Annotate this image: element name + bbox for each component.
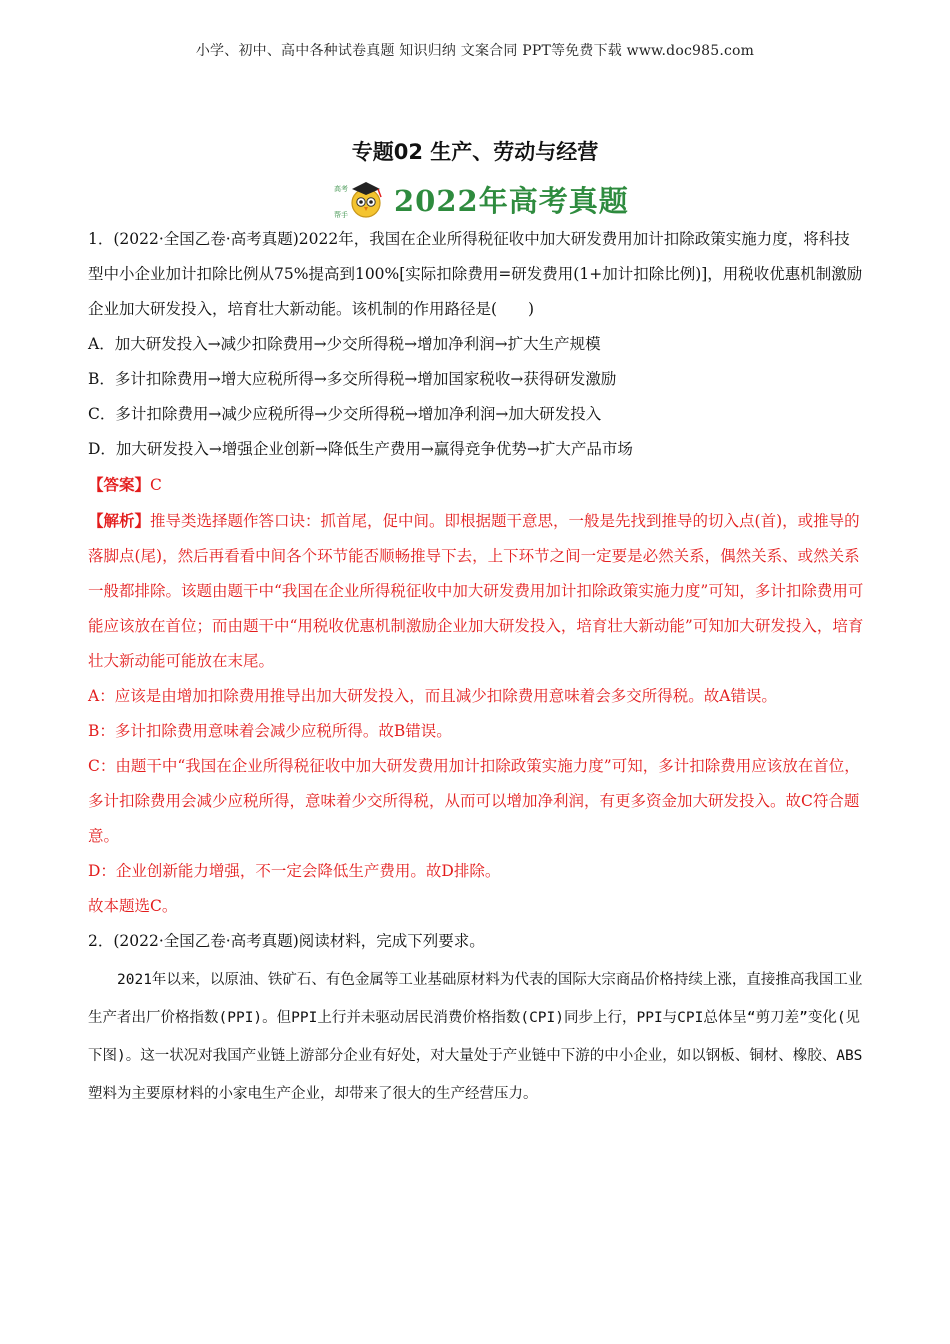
conclusion: 故本题选C。 [88, 897, 178, 915]
analysis-text: 推导类选择题作答口诀：抓首尾，促中间。即根据题干意思，一般是先找到推导的切入点(首)，或推导的落脚点(尾)，然后再看看中间各个环节能否顺畅推导下去，上下环节之间一定要是必然关系，偶然关系、或然关系一般都排除。该题由题干中“我国在企业所得税征收中加大研发费用加计扣除政策实施力度”可知，多计扣除费用可能应该放在首位；而由题干中“用税收优惠机制激励企业加大研发投入，培育壮大新动能”可知加大研发投入，培育壮大新动能可能放在末尾。 [88, 512, 864, 670]
analysis-point-a: A：应该是由增加扣除费用推导出加大研发投入，而且减少扣除费用意味着会多交所得税。故A错误。 [88, 687, 777, 705]
question-2-material: 2021年以来，以原油、铁矿石、有色金属等工业基础原材料为代表的国际大宗商品价格持续上涨，直接推高我国工业生产者出厂价格指数(PPI)。但PPI上行并未驱动居民消费价格指数(CPI)同步上行，PPI与CPI总体呈“剪刀差”变化(见下图)。这一状况对我国产业链上游部分企业有好处，对大量处于产业链中下游的中小企业，如以钢板、铜材、橡胶、ABS塑料为主要原材料的小家电生产企业，却带来了很大的生产经营压力。 [88, 972, 863, 1102]
option-d: D．加大研发投入→增强企业创新→降低生产费用→赢得竞争优势→扩大产品市场 [88, 440, 633, 458]
document-body [88, 222, 864, 1113]
section-banner [332, 176, 629, 222]
page-header: 小学、初中、高中各种试卷真题 知识归纳 文案合同 PPT等免费下载 www.doc985.com [195, 43, 755, 59]
owl-mascot-icon [332, 177, 388, 221]
answer-label: 【答案】 [88, 475, 151, 494]
analysis-point-c: C：由题干中“我国在企业所得税征收中加大研发费用加计扣除政策实施力度”可知，多计扣除费用应该放在首位，多计扣除费用会减少应税所得，意味着少交所得税，从而可以增加净利润，有更多资金加大研发投入。故C符合题意。 [88, 757, 860, 845]
answer-line [88, 467, 864, 503]
answer-value: C [150, 476, 162, 494]
question-1-stem: 1．(2022·全国乙卷·高考真题)2022年，我国在企业所得税征收中加大研发费用加计扣除政策实施力度，将科技型中小企业加计扣除比例从75%提高到100%[实际扣除费用=研发费用(1+加计扣除比例)]，用税收优惠机制激励企业加大研发投入，培育壮大新动能。该机制的作用路径是( ) [88, 230, 863, 318]
analysis-point-b: B：多计扣除费用意味着会减少应税所得。故B错误。 [88, 722, 452, 740]
option-b: B．多计扣除费用→增大应税所得→多交所得税→增加国家税收→获得研发激励 [88, 370, 617, 388]
question-2-stem: 2．(2022·全国乙卷·高考真题)阅读材料，完成下列要求。 [88, 932, 485, 950]
option-c: C．多计扣除费用→减少应税所得→少交所得税→增加净利润→加大研发投入 [88, 405, 602, 423]
svg-text:帮手: 帮手 [334, 211, 348, 219]
page-title: 专题02 生产、劳动与经营 [351, 140, 599, 164]
svg-text:高考: 高考 [334, 185, 348, 193]
banner-title: 2022年高考真题 [394, 183, 629, 218]
analysis-label: 【解析】 [88, 511, 151, 530]
analysis-point-d: D：企业创新能力增强，不一定会降低生产费用。故D排除。 [88, 862, 501, 880]
analysis-paragraph [88, 503, 864, 679]
option-a: A．加大研发投入→减少扣除费用→少交所得税→增加净利润→扩大生产规模 [88, 335, 601, 353]
